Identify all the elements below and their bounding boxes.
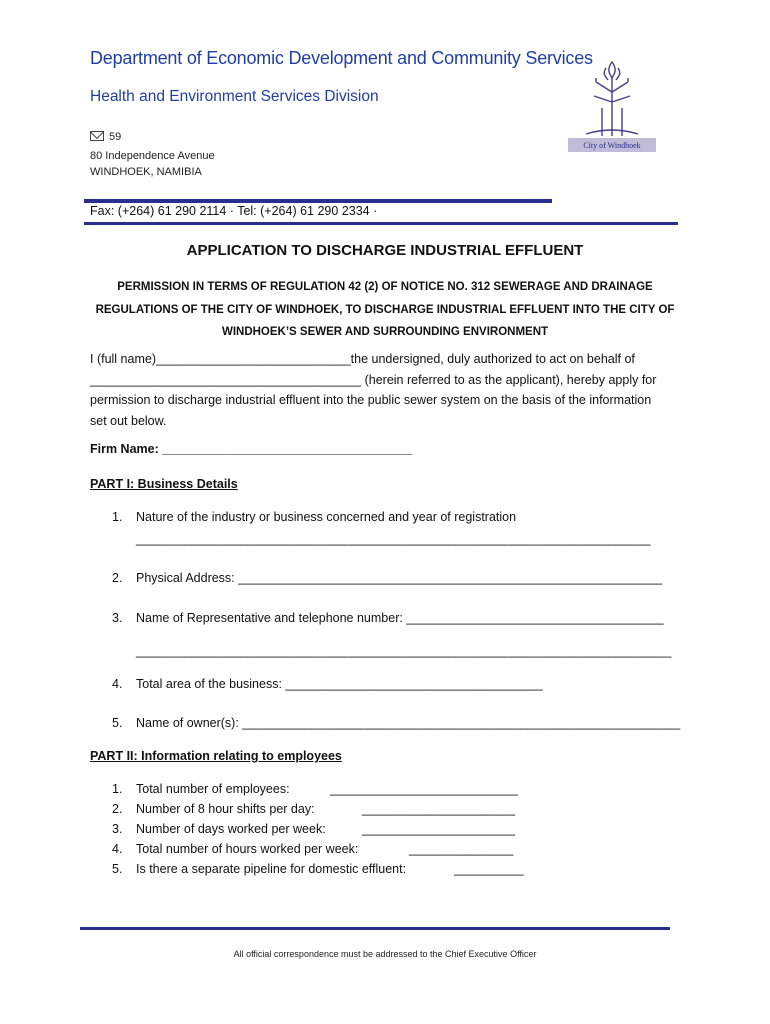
firm-name-field[interactable]: Firm Name: ____________________________________ xyxy=(90,442,413,456)
form-subtitle xyxy=(90,276,680,344)
contact-line: Fax: (+264) 61 290 2114 · Tel: (+264) 61 290 2334 · xyxy=(90,204,378,218)
po-box: 59 xyxy=(109,131,122,143)
header-rule-long xyxy=(84,222,678,225)
intro-line-3: permission to discharge industrial effluent into the public sewer system on the basis of the information xyxy=(90,393,652,407)
part2-item-num: 3. xyxy=(112,822,123,836)
part1-item-num: 2. xyxy=(112,571,123,585)
part2-item-label: Is there a separate pipeline for domestic effluent: xyxy=(136,862,407,876)
intro-line-2[interactable]: _______________________________________ (herein referred to as the applicant), hereby apply for xyxy=(90,372,657,387)
part2-item-blank[interactable]: ______________________ xyxy=(362,822,515,836)
part1-item-num: 4. xyxy=(112,677,123,691)
part2-item-num: 1. xyxy=(112,782,123,796)
intro-line-1[interactable]: I (full name)____________________________the undersigned, duly authorized to act on behalf of xyxy=(90,352,635,366)
city-address: WINDHOEK, NAMIBIA xyxy=(90,166,202,178)
department-title: Department of Economic Development and Community Services xyxy=(90,48,593,68)
subtitle-line-2: REGULATIONS OF THE CITY OF WINDHOEK, TO DISCHARGE INDUSTRIAL EFFLUENT INTO THE CITY OF xyxy=(95,303,675,316)
part2-item-num: 2. xyxy=(112,802,123,816)
footer-note: All official correspondence must be addressed to the Chief Executive Officer xyxy=(233,949,537,959)
part1-item-num: 3. xyxy=(112,611,123,625)
intro-line-4: set out below. xyxy=(90,413,167,428)
mail-icon xyxy=(90,131,104,141)
part1-item-physical-address[interactable]: Physical Address: _____________________________________________________________ xyxy=(136,571,663,585)
part2-item-label: Total number of employees: xyxy=(136,782,290,796)
part1-item-owners[interactable]: Name of owner(s): _______________________________________________________________ xyxy=(136,716,681,730)
part1-item-industry-blank[interactable]: __________________________________________________________________________ xyxy=(136,532,651,546)
part2-heading: PART II: Information relating to employees xyxy=(90,749,342,763)
footer-rule xyxy=(80,927,670,930)
part2-item-blank[interactable]: ___________________________ xyxy=(330,782,518,796)
part1-item-num: 5. xyxy=(112,716,123,730)
part2-item-blank[interactable]: _______________ xyxy=(409,842,514,856)
part2-item-num: 4. xyxy=(112,842,123,856)
subtitle-line-1: PERMISSION IN TERMS OF REGULATION 42 (2) OF NOTICE NO. 312 SEWERAGE AND DRAINAGE xyxy=(117,281,653,293)
part2-item-label: Number of days worked per week: xyxy=(136,822,326,836)
part1-item-industry: Nature of the industry or business concerned and year of registration xyxy=(136,510,517,524)
intro-paragraph xyxy=(90,349,680,431)
division-title: Health and Environment Services Division xyxy=(90,88,379,105)
logo-text: City of Windhoek xyxy=(583,141,641,150)
header-rule xyxy=(84,199,552,203)
form-title: APPLICATION TO DISCHARGE INDUSTRIAL EFFLUENT xyxy=(186,242,584,259)
part1-item-representative[interactable]: Name of Representative and telephone number: _____________________________________ xyxy=(136,611,664,625)
city-of-windhoek-logo xyxy=(566,52,658,156)
part1-heading: PART I: Business Details xyxy=(90,477,238,491)
part2-item-label: Total number of hours worked per week: xyxy=(136,842,359,856)
part1-item-representative-blank[interactable]: _____________________________________________________________________________ xyxy=(136,644,672,658)
street-address: 80 Independence Avenue xyxy=(90,150,215,162)
part2-item-num: 5. xyxy=(112,862,123,876)
part2-item-label: Number of 8 hour shifts per day: xyxy=(136,802,315,816)
subtitle-line-3: WINDHOEK’S SEWER AND SURROUNDING ENVIRONMENT xyxy=(221,326,549,338)
po-box-line xyxy=(90,131,121,143)
part1-item-total-area[interactable]: Total area of the business: _____________________________________ xyxy=(136,677,543,691)
part2-item-blank[interactable]: ______________________ xyxy=(362,802,515,816)
part2-item-blank[interactable]: __________ xyxy=(454,862,524,876)
part1-item-num: 1. xyxy=(112,510,123,524)
